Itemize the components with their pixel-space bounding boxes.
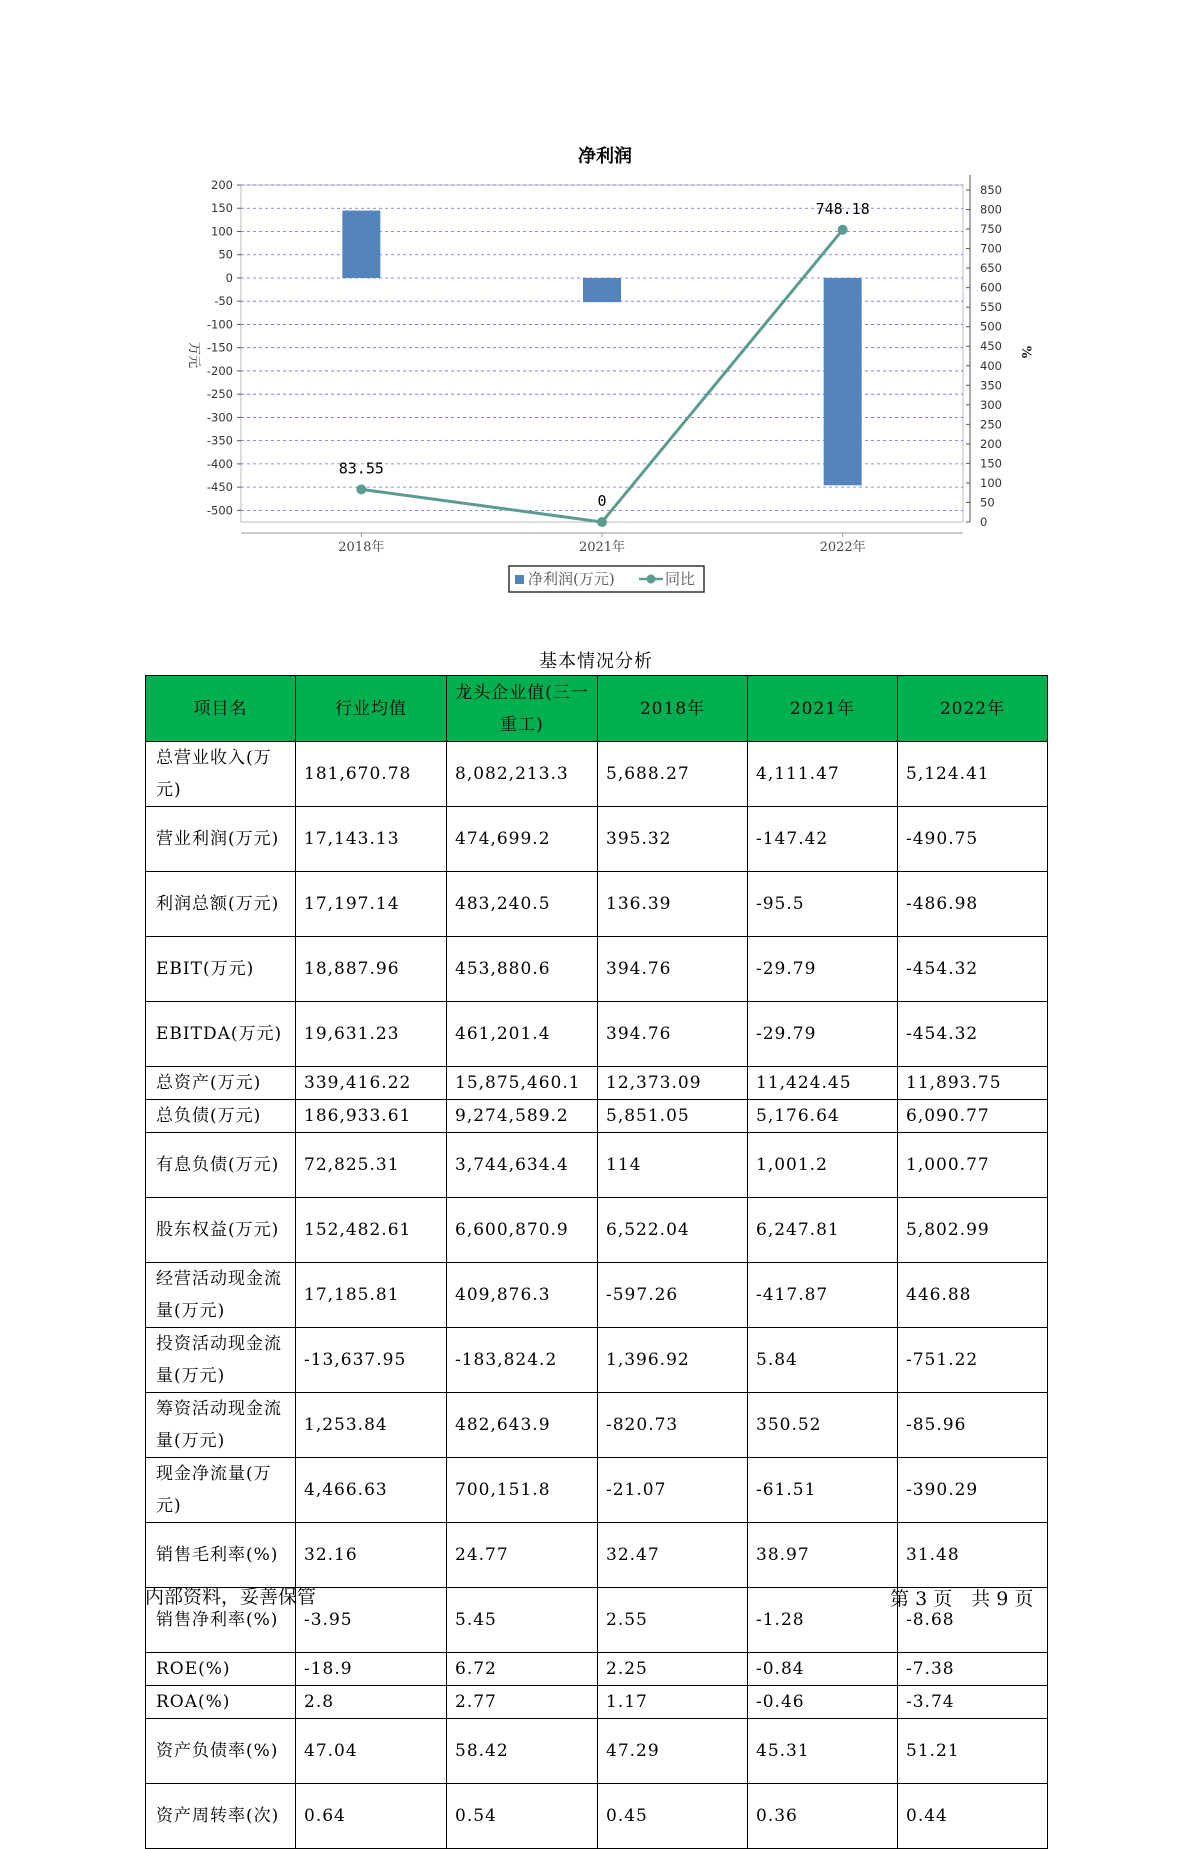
table-cell: 409,876.3 <box>447 1263 598 1328</box>
table-header-row <box>146 676 1048 742</box>
table-cell: 3,744,634.4 <box>447 1133 598 1198</box>
table-cell: 6,247.81 <box>748 1198 898 1263</box>
y2-axis-label: % <box>1018 345 1033 359</box>
y-tick-label: 0 <box>225 270 233 285</box>
table-cell: 0.36 <box>748 1784 898 1849</box>
row-label: 现金净流量(万元) <box>146 1458 296 1523</box>
table-cell: -0.84 <box>748 1653 898 1686</box>
table-cell: -417.87 <box>748 1263 898 1328</box>
table-cell: 12,373.09 <box>598 1067 748 1100</box>
y2-tick-label: 600 <box>980 280 1002 295</box>
table-cell: 2.8 <box>296 1686 447 1719</box>
x-tick-label: 2018年 <box>338 540 385 555</box>
y2-tick-label: 650 <box>980 261 1002 276</box>
table-cell: 700,151.8 <box>447 1458 598 1523</box>
y-tick-label: 200 <box>211 178 233 192</box>
table-cell: 47.04 <box>296 1719 447 1784</box>
table-cell: -21.07 <box>598 1458 748 1523</box>
table-cell: -18.9 <box>296 1653 447 1686</box>
y2-tick-label: 100 <box>980 475 1002 490</box>
y2-tick-label: 50 <box>980 495 995 510</box>
yoy-point <box>838 225 848 235</box>
table-cell: 47.29 <box>598 1719 748 1784</box>
net-profit-chart <box>0 0 1191 600</box>
table-caption: 基本情况分析 <box>539 651 653 672</box>
table-cell: 6,600,870.9 <box>447 1198 598 1263</box>
table-cell: 17,143.13 <box>296 807 447 872</box>
table-cell: 4,466.63 <box>296 1458 447 1523</box>
row-label: 总营业收入(万元) <box>146 742 296 807</box>
table-cell: -390.29 <box>898 1458 1048 1523</box>
basic-analysis-table <box>145 675 1048 1849</box>
table-row <box>146 937 1048 1002</box>
table-cell: 2.55 <box>598 1588 748 1653</box>
table-cell: 482,643.9 <box>447 1393 598 1458</box>
table-cell: 446.88 <box>898 1263 1048 1328</box>
y2-tick-label: 700 <box>980 241 1002 256</box>
table-cell: 0.64 <box>296 1784 447 1849</box>
table-cell: 152,482.61 <box>296 1198 447 1263</box>
table-cell: -29.79 <box>748 937 898 1002</box>
footer-page-number <box>890 1584 1033 1611</box>
table-cell: -820.73 <box>598 1393 748 1458</box>
row-label: 总负债(万元) <box>146 1100 296 1133</box>
table-cell: 45.31 <box>748 1719 898 1784</box>
table-cell: 31.48 <box>898 1523 1048 1588</box>
row-label: 经营活动现金流量(万元) <box>146 1263 296 1328</box>
table-cell: -3.74 <box>898 1686 1048 1719</box>
table-cell: -490.75 <box>898 807 1048 872</box>
yoy-point <box>597 517 607 527</box>
table-cell: -8.68 <box>898 1588 1048 1653</box>
table-row <box>146 1328 1048 1393</box>
table-cell: -183,824.2 <box>447 1328 598 1393</box>
table-cell: 5,851.05 <box>598 1100 748 1133</box>
table-cell: 11,893.75 <box>898 1067 1048 1100</box>
table-cell: 1,253.84 <box>296 1393 447 1458</box>
table-cell: 17,197.14 <box>296 872 447 937</box>
row-label: 销售毛利率(%) <box>146 1523 296 1588</box>
row-label: 资产周转率(次) <box>146 1784 296 1849</box>
legend-bar-swatch <box>515 575 524 584</box>
table-row <box>146 1458 1048 1523</box>
table-cell: 5,688.27 <box>598 742 748 807</box>
table-header-cell: 2021年 <box>748 676 898 742</box>
page-mid: 页 共 <box>933 1588 991 1610</box>
y2-tick-label: 800 <box>980 202 1002 217</box>
y-tick-label: 50 <box>218 247 233 262</box>
table-cell: 0.45 <box>598 1784 748 1849</box>
table-cell: 2.25 <box>598 1653 748 1686</box>
row-label: 利润总额(万元) <box>146 872 296 937</box>
table-cell: 32.47 <box>598 1523 748 1588</box>
y-tick-label: 150 <box>211 201 233 216</box>
y-axis-label: 万元 <box>186 341 201 369</box>
y2-tick-label: 750 <box>980 222 1002 237</box>
table-row <box>146 807 1048 872</box>
chart-title: 净利润 <box>578 146 632 167</box>
table-cell: 394.76 <box>598 1002 748 1067</box>
table-cell: 6,090.77 <box>898 1100 1048 1133</box>
table-cell: -95.5 <box>748 872 898 937</box>
table-cell: 483,240.5 <box>447 872 598 937</box>
table-cell: -61.51 <box>748 1458 898 1523</box>
y2-tick-label: 350 <box>980 378 1002 393</box>
table-header-cell: 龙头企业值(三一重工) <box>447 676 598 742</box>
y2-tick-label: 0 <box>980 515 988 529</box>
table-cell: 1,001.2 <box>748 1133 898 1198</box>
row-label: 有息负债(万元) <box>146 1133 296 1198</box>
table-row <box>146 1067 1048 1100</box>
table-row <box>146 872 1048 937</box>
table-cell: 6.72 <box>447 1653 598 1686</box>
table-cell: 8,082,213.3 <box>447 742 598 807</box>
y-tick-label: -450 <box>206 480 233 495</box>
table-cell: 2.77 <box>447 1686 598 1719</box>
row-label: 投资活动现金流量(万元) <box>146 1328 296 1393</box>
table-cell: -3.95 <box>296 1588 447 1653</box>
table-row <box>146 1784 1048 1849</box>
y2-tick-label: 150 <box>980 456 1002 471</box>
table-cell: 350.52 <box>748 1393 898 1458</box>
table-cell: 72,825.31 <box>296 1133 447 1198</box>
table-cell: 5,802.99 <box>898 1198 1048 1263</box>
table-cell: 181,670.78 <box>296 742 447 807</box>
table-cell: 186,933.61 <box>296 1100 447 1133</box>
table-cell: 32.16 <box>296 1523 447 1588</box>
row-label: EBIT(万元) <box>146 937 296 1002</box>
row-label: 筹资活动现金流量(万元) <box>146 1393 296 1458</box>
table-cell: -0.46 <box>748 1686 898 1719</box>
net-profit-bar <box>824 278 862 485</box>
table-row <box>146 1133 1048 1198</box>
chart-canvas <box>0 0 1191 600</box>
table-cell: 18,887.96 <box>296 937 447 1002</box>
y2-tick-label: 250 <box>980 417 1002 432</box>
table-cell: 339,416.22 <box>296 1067 447 1100</box>
y-tick-label: -300 <box>206 410 233 425</box>
x-tick-label: 2021年 <box>578 540 626 555</box>
table-row <box>146 1263 1048 1328</box>
page-prefix: 第 <box>890 1588 910 1610</box>
table-cell: 5,124.41 <box>898 742 1048 807</box>
table-cell: 24.77 <box>447 1523 598 1588</box>
table-cell: 0.44 <box>898 1784 1048 1849</box>
table-cell: 1,396.92 <box>598 1328 748 1393</box>
table-cell: 474,699.2 <box>447 807 598 872</box>
y2-tick-label: 200 <box>980 436 1002 451</box>
table-cell: 114 <box>598 1133 748 1198</box>
table-row <box>146 1100 1048 1133</box>
x-tick-label: 2022年 <box>819 540 866 555</box>
table-header-cell: 行业均值 <box>296 676 447 742</box>
table-cell: 17,185.81 <box>296 1263 447 1328</box>
page-current: 3 <box>915 1588 928 1610</box>
y-tick-label: -350 <box>206 433 233 448</box>
row-label: 股东权益(万元) <box>146 1198 296 1263</box>
table-cell: -85.96 <box>898 1393 1048 1458</box>
y-tick-label: -250 <box>206 387 233 402</box>
yoy-point <box>356 484 366 494</box>
table-cell: 5.45 <box>447 1588 598 1653</box>
y2-tick-label: 550 <box>980 300 1002 315</box>
table-cell: 15,875,460.1 <box>447 1067 598 1100</box>
table-cell: 38.97 <box>748 1523 898 1588</box>
yoy-data-label: 83.55 <box>338 459 384 478</box>
legend-line-label: 同比 <box>665 570 696 588</box>
row-label: 销售净利率(%) <box>146 1588 296 1653</box>
row-label: 资产负债率(%) <box>146 1719 296 1784</box>
table-cell: -597.26 <box>598 1263 748 1328</box>
legend-bar-label: 净利润(万元) <box>528 570 615 588</box>
table-cell: 453,880.6 <box>447 937 598 1002</box>
table-row <box>146 1393 1048 1458</box>
table-cell: 11,424.45 <box>748 1067 898 1100</box>
y-tick-label: -500 <box>206 503 233 518</box>
y2-tick-label: 300 <box>980 397 1002 412</box>
table-row <box>146 1686 1048 1719</box>
net-profit-bar <box>583 278 621 302</box>
table-cell: 4,111.47 <box>748 742 898 807</box>
table-cell: -1.28 <box>748 1588 898 1653</box>
net-profit-bar <box>342 211 380 278</box>
y-tick-label: -200 <box>206 363 233 378</box>
footer-confidential-note: 内部资料，妥善保管 <box>145 1586 317 1608</box>
y2-tick-label: 500 <box>980 319 1002 334</box>
table-row <box>146 742 1048 807</box>
y-tick-label: -150 <box>206 340 233 355</box>
table-cell: -486.98 <box>898 872 1048 937</box>
table-cell: -29.79 <box>748 1002 898 1067</box>
table-cell: -147.42 <box>748 807 898 872</box>
y-tick-label: -50 <box>214 294 233 309</box>
table-header-cell: 项目名 <box>146 676 296 742</box>
table-cell: 0.54 <box>447 1784 598 1849</box>
table-header-cell: 2018年 <box>598 676 748 742</box>
table-cell: 6,522.04 <box>598 1198 748 1263</box>
table-row <box>146 1653 1048 1686</box>
row-label: EBITDA(万元) <box>146 1002 296 1067</box>
table-cell: -751.22 <box>898 1328 1048 1393</box>
table-row <box>146 1002 1048 1067</box>
table-cell: -454.32 <box>898 1002 1048 1067</box>
y-tick-label: -400 <box>206 456 233 471</box>
y2-tick-label: 450 <box>980 339 1002 354</box>
table-cell: -13,637.95 <box>296 1328 447 1393</box>
table-row <box>146 1523 1048 1588</box>
row-label: 营业利润(万元) <box>146 807 296 872</box>
y2-tick-label: 850 <box>980 183 1002 197</box>
yoy-data-label: 0 <box>597 492 607 510</box>
table-cell: -454.32 <box>898 937 1048 1002</box>
y-tick-label: 100 <box>211 224 233 239</box>
table-cell: 395.32 <box>598 807 748 872</box>
table-cell: 1,000.77 <box>898 1133 1048 1198</box>
table-cell: 136.39 <box>598 872 748 937</box>
table-cell: 5,176.64 <box>748 1100 898 1133</box>
table-cell: 9,274,589.2 <box>447 1100 598 1133</box>
row-label: ROA(%) <box>146 1686 296 1719</box>
yoy-data-label: 748.18 <box>815 199 870 218</box>
table-cell: 58.42 <box>447 1719 598 1784</box>
table-row <box>146 1198 1048 1263</box>
row-label: ROE(%) <box>146 1653 296 1686</box>
table-cell: 19,631.23 <box>296 1002 447 1067</box>
legend-line-marker <box>647 575 656 584</box>
page-total: 9 <box>996 1588 1009 1610</box>
table-cell: 394.76 <box>598 937 748 1002</box>
table-cell: 51.21 <box>898 1719 1048 1784</box>
table-cell: -7.38 <box>898 1653 1048 1686</box>
y2-tick-label: 400 <box>980 358 1002 373</box>
table-header-cell: 2022年 <box>898 676 1048 742</box>
table-cell: 461,201.4 <box>447 1002 598 1067</box>
page-suffix: 页 <box>1014 1588 1034 1610</box>
y-tick-label: -100 <box>206 317 233 332</box>
table-cell: 1.17 <box>598 1686 748 1719</box>
row-label: 总资产(万元) <box>146 1067 296 1100</box>
table-row <box>146 1719 1048 1784</box>
table-cell: 5.84 <box>748 1328 898 1393</box>
